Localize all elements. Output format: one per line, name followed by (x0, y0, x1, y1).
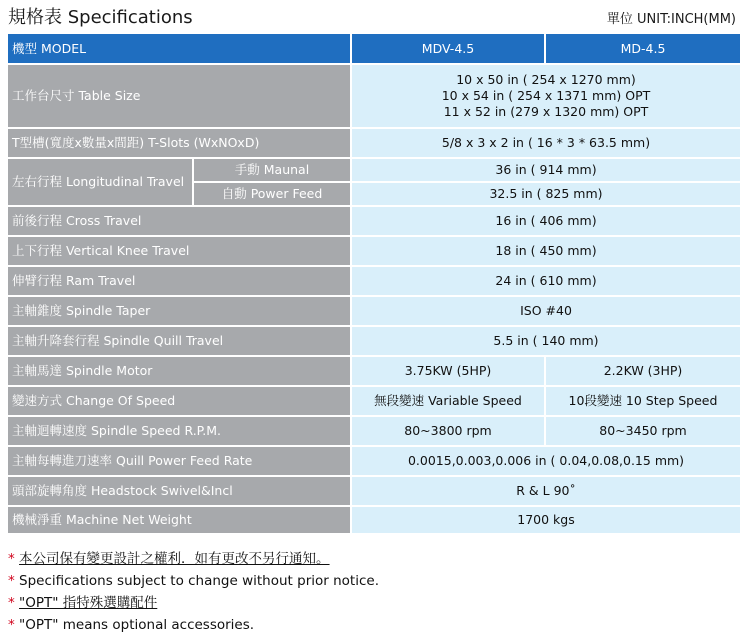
table-row (7, 506, 741, 534)
table-row (7, 476, 741, 506)
footnote-1-text: 本公司保有變更設計之權利．如有更改不另行通知。 (19, 551, 330, 567)
power-feed-sublabel: 自動 Power Feed (193, 182, 351, 206)
table-row (7, 206, 741, 236)
table-row (7, 356, 741, 386)
vertical-travel-value: 18 in ( 450 mm) (351, 236, 741, 266)
unit-label: 單位 UNIT:INCH(MM) (606, 12, 736, 27)
table-row (7, 128, 741, 158)
table-row (7, 446, 741, 476)
footnote-2-text: Specifications subject to change without prior notice. (19, 573, 379, 589)
longitudinal-label: 左右行程 Longitudinal Travel (7, 158, 193, 206)
ram-travel-value: 24 in ( 610 mm) (351, 266, 741, 296)
asterisk: * (8, 617, 15, 633)
headstock-swivel-value: R & L 90˚ (351, 476, 741, 506)
spec-table (6, 32, 742, 535)
model-mdv45-header: MDV-4.5 (351, 33, 545, 64)
table-row (7, 416, 741, 446)
change-speed-mdv-value: 無段變速 Variable Speed (351, 386, 545, 416)
spindle-rpm-md-value: 80~3450 rpm (545, 416, 741, 446)
quill-travel-label: 主軸升降套行程 Spindle Quill Travel (7, 326, 351, 356)
feed-rate-label: 主軸每轉進刀速率 Quill Power Feed Rate (7, 446, 351, 476)
spindle-rpm-mdv-value: 80~3800 rpm (351, 416, 545, 446)
model-header: 機型 MODEL (7, 33, 351, 64)
footnote-1 (8, 548, 379, 570)
net-weight-label: 機械淨重 Machine Net Weight (7, 506, 351, 534)
table-row (7, 158, 741, 182)
footnote-3-text: "OPT" 指特殊選購配件 (19, 595, 158, 611)
manual-sublabel: 手動 Maunal (193, 158, 351, 182)
power-feed-value: 32.5 in ( 825 mm) (351, 182, 741, 206)
net-weight-value: 1700 kgs (351, 506, 741, 534)
table-size-line-1: 10 x 50 in ( 254 x 1270 mm) (456, 72, 636, 87)
footnote-3 (8, 592, 379, 614)
footnote-4 (8, 614, 379, 636)
spindle-motor-label: 主軸馬達 Spindle Motor (7, 356, 351, 386)
feed-rate-value: 0.0015,0.003,0.006 in ( 0.04,0.08,0.15 mm) (351, 446, 741, 476)
change-speed-label: 變速方式 Change Of Speed (7, 386, 351, 416)
manual-value: 36 in ( 914 mm) (351, 158, 741, 182)
table-size-value (351, 64, 741, 128)
t-slots-label: T型槽(寬度x數量x間距) T-Slots (WxNOxD) (7, 128, 351, 158)
table-row (7, 326, 741, 356)
footnote-4-text: "OPT" means optional accessories. (19, 617, 255, 633)
table-size-label: 工作台尺寸 Table Size (7, 64, 351, 128)
spindle-rpm-label: 主軸迴轉速度 Spindle Speed R.P.M. (7, 416, 351, 446)
table-header-row (7, 33, 741, 64)
t-slots-value: 5/8 x 3 x 2 in ( 16 * 3 * 63.5 mm) (351, 128, 741, 158)
page-title: 規格表 Specifications (8, 7, 193, 28)
headstock-swivel-label: 頭部旋轉角度 Headstock Swivel&Incl (7, 476, 351, 506)
cross-travel-value: 16 in ( 406 mm) (351, 206, 741, 236)
ram-travel-label: 伸臂行程 Ram Travel (7, 266, 351, 296)
table-row (7, 64, 741, 128)
table-row (7, 386, 741, 416)
asterisk: * (8, 551, 15, 567)
footnotes (8, 548, 379, 636)
table-row (7, 236, 741, 266)
model-md45-header: MD-4.5 (545, 33, 741, 64)
table-row (7, 296, 741, 326)
spindle-motor-mdv-value: 3.75KW (5HP) (351, 356, 545, 386)
vertical-travel-label: 上下行程 Vertical Knee Travel (7, 236, 351, 266)
spindle-taper-value: ISO #40 (351, 296, 741, 326)
table-size-line-3: 11 x 52 in (279 x 1320 mm) OPT (443, 104, 649, 119)
table-size-line-2: 10 x 54 in ( 254 x 1371 mm) OPT (441, 88, 651, 103)
asterisk: * (8, 595, 15, 611)
table-row (7, 266, 741, 296)
footnote-2 (8, 570, 379, 592)
change-speed-md-value: 10段變速 10 Step Speed (545, 386, 741, 416)
quill-travel-value: 5.5 in ( 140 mm) (351, 326, 741, 356)
asterisk: * (8, 573, 15, 589)
spindle-taper-label: 主軸錐度 Spindle Taper (7, 296, 351, 326)
cross-travel-label: 前後行程 Cross Travel (7, 206, 351, 236)
spindle-motor-md-value: 2.2KW (3HP) (545, 356, 741, 386)
